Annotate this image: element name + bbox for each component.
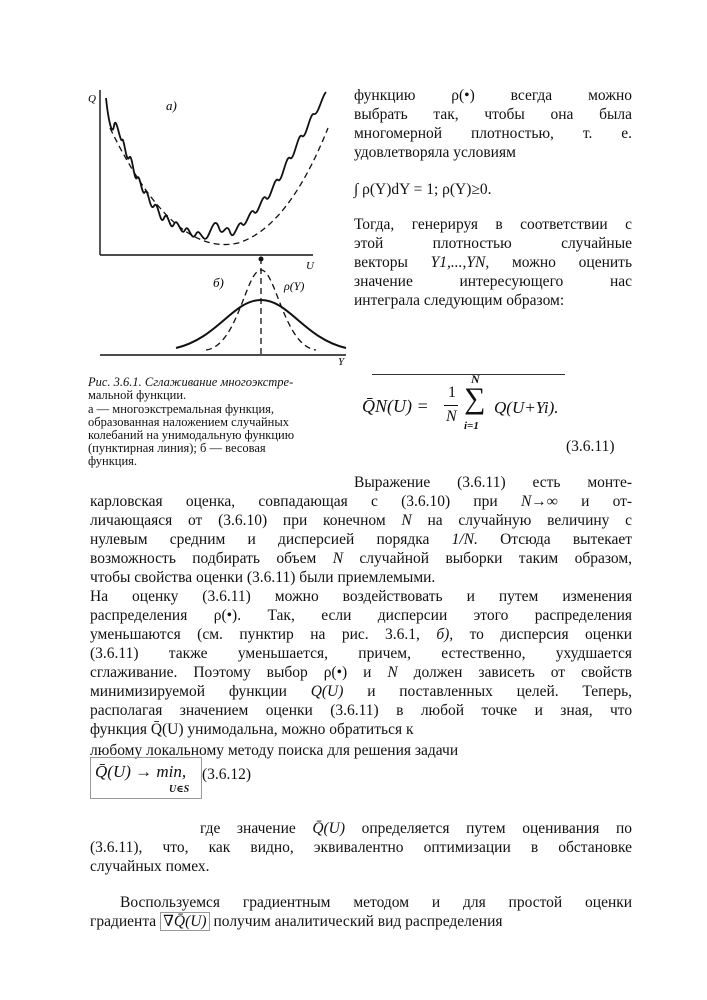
p2-line-1: На оценку (3.6.11) можно воздействовать и путем изменения	[90, 588, 633, 605]
formula-number-3-6-11: (3.6.11)	[566, 438, 615, 455]
p2-line-9: любому локальному методу поиска для решения задачи	[90, 742, 459, 759]
rc-line-2: выбрать так, чтобы она была	[354, 106, 633, 123]
p2-line-8: функция Q̄(U) унимодальна, можно обратиться к	[90, 721, 414, 738]
caption-line-6: (пунктирная линия); б — весовая	[88, 441, 266, 455]
formula-frac-num: 1	[448, 384, 456, 401]
formula-sum-top: N	[471, 372, 480, 386]
formula-3-6-12-expr: Q̄(U) → min,	[95, 762, 187, 781]
rho-label: ρ(Y)	[284, 279, 305, 293]
paragraph-3	[90, 819, 632, 876]
p1-line-4: нулевым средним и дисперсией порядка 1/N. Отсюда вытекает	[90, 531, 633, 548]
caption-line-7: функция.	[88, 454, 138, 468]
p4-line-2: градиента ∇Q̄(U) получим аналитический вид распределения	[90, 913, 503, 930]
rc-line-9: интеграла следующим образом:	[354, 292, 565, 309]
p1-line-1: Выражение (3.6.11) есть монте-	[354, 474, 632, 491]
formula-frac-den: N	[446, 408, 457, 425]
p2-line-2: распределения ρ(•). Так, если дисперсии этого распределения	[90, 607, 633, 624]
p2-line-4: (3.6.11) также уменьшается, причем, естественно, ухудшается	[90, 645, 633, 662]
density-conditions: ∫ ρ(Y)dY = 1; ρ(Y)≥0.	[354, 181, 492, 198]
panel-b-label: б)	[213, 275, 224, 290]
multiextremal-curve	[106, 92, 326, 239]
p1-line-2: карловская оценка, совпадающая с (3.6.10) при N→∞ и от-	[90, 493, 633, 510]
right-column-text-2	[354, 215, 632, 310]
rc-line-4: удовлетворяла условиям	[354, 144, 516, 161]
formula-number-3-6-12: (3.6.12)	[202, 766, 252, 783]
formula-3-6-11	[358, 372, 628, 438]
p1-line-5: возможность подбирать объем N случайной выборки таким образом,	[90, 550, 633, 567]
caption-line-3: а — многоэкстремальная функция,	[88, 402, 275, 416]
axis-y-label: Y	[338, 356, 345, 366]
p2-line-6: минимизируемой функции Q(U) и поставленных целей. Теперь,	[90, 683, 633, 700]
gradient-expr: ∇Q̄(U)	[160, 912, 210, 931]
paragraph-4	[90, 893, 632, 931]
axis-q-label: Q	[88, 93, 96, 105]
figure-caption	[88, 376, 350, 476]
rc-line-8: значение интересующего нас	[354, 273, 633, 290]
formula-body: Q(U+Yi).	[494, 398, 559, 417]
p1-line-6: чтобы свойства оценки (3.6.11) были приемлемыми.	[90, 569, 436, 586]
paragraph-2	[90, 587, 632, 760]
center-point	[259, 257, 264, 262]
formula-sum-bottom: i=1	[464, 420, 479, 432]
caption-title-line-2: мальной функции.	[88, 388, 187, 402]
formula-rule	[372, 374, 565, 375]
paragraph-1	[90, 473, 632, 587]
rc-line-7: векторы Y1,...,YN, можно оценить	[354, 254, 633, 271]
formula-3-6-12-sub: U∈S	[169, 784, 190, 795]
formula-frac-bar	[444, 405, 458, 406]
rc-line-6: этой плотностью случайные	[354, 235, 632, 252]
p4-line-1: Воспользуемся градиентным методом и для простой оценки	[120, 894, 633, 911]
p3-line-3: случайных помех.	[90, 858, 210, 875]
caption-title-line-1: Рис. 3.6.1. Сглаживание многоэкстре-	[88, 375, 294, 389]
right-column-text	[354, 86, 632, 162]
p2-line-3: уменьшаются (см. пунктир на рис. 3.6.1, б), то дисперсия оценки	[90, 626, 633, 643]
p2-line-5: сглаживание. Поэтому выбор ρ(•) и N должен зависеть от свойств	[90, 664, 633, 681]
p1-line-3: личающаяся от (3.6.10) при конечном N на случайную величину с	[90, 512, 633, 529]
formula-lhs: Q̄N(U) =	[362, 396, 429, 416]
p2-line-7: располагая значением оценки (3.6.11) в любой точке и зная, что	[90, 702, 633, 719]
p3-line-2: (3.6.11), что, как видно, эквивалентно оптимизации в обстановке	[90, 839, 633, 856]
p3-line-1: где значение Q̄(U) определяется путем оценивания по	[200, 820, 633, 837]
rc-line-5: Тогда, генерируя в соответствии с	[354, 216, 633, 233]
sum-icon: ∑	[464, 382, 486, 415]
figure-3-6-1	[88, 88, 350, 366]
panel-a-label: а)	[166, 98, 177, 113]
rc-line-1: функцию ρ(•) всегда можно	[354, 87, 632, 104]
formula-3-6-12-box	[90, 757, 202, 799]
caption-line-5: колебаний на унимодальную функцию	[88, 428, 295, 442]
rc-line-3: многомерной плотностью, т. е.	[354, 125, 632, 142]
axis-u-label: U	[306, 260, 314, 272]
caption-line-4: образованная наложением случайных	[88, 415, 290, 429]
